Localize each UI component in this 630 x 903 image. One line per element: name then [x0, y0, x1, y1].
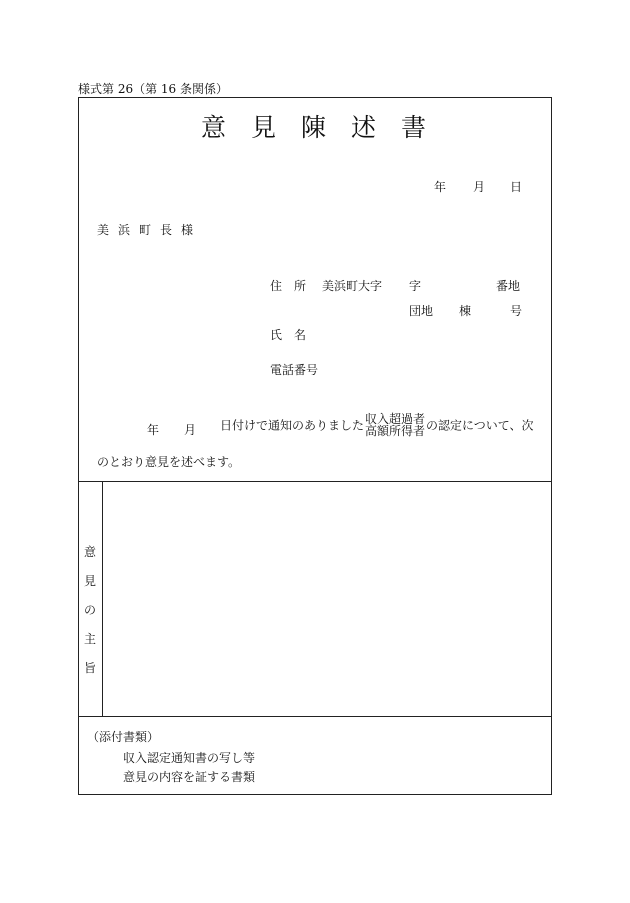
opinion-char: 主 — [83, 632, 96, 646]
opinion-label — [83, 543, 97, 676]
form-title: 意見陳述書 — [201, 113, 452, 142]
date-day: 日 — [510, 180, 523, 194]
aza-label: 字 — [409, 279, 422, 293]
notice-line2: のとおり意見を述べます。 — [97, 455, 241, 469]
date-month: 月 — [473, 180, 486, 194]
form-frame — [78, 97, 552, 795]
opinion-char: 旨 — [83, 661, 96, 675]
income-category-options — [365, 413, 425, 437]
form-number: 様式第 26（第 16 条関係） — [78, 82, 228, 96]
notice-year: 年 — [147, 423, 160, 437]
option-high-income: 高額所得者 — [365, 424, 426, 438]
divider-bottom — [79, 716, 551, 717]
notice-month: 月 — [184, 423, 197, 437]
attachment-item: 収入認定通知書の写し等 — [123, 751, 256, 765]
notice-text-after: の認定について、次 — [426, 418, 534, 433]
danchi-label: 団地 — [409, 304, 434, 318]
opinion-char: 意 — [83, 545, 96, 559]
attachments-heading: （添付書類） — [87, 730, 160, 744]
attachment-item: 意見の内容を証する書類 — [123, 770, 256, 784]
banchi-label: 番地 — [496, 279, 521, 293]
date-year: 年 — [434, 180, 447, 194]
tou-label: 棟 — [459, 304, 472, 318]
opinion-content-area[interactable] — [103, 482, 551, 716]
notice-sentence — [220, 413, 534, 437]
opinion-char: 見 — [83, 574, 96, 588]
option-income-over: 収入超過者 — [365, 412, 426, 426]
addressee: 美浜町長様 — [97, 223, 203, 237]
address-label: 住 所 — [270, 279, 307, 293]
opinion-char: の — [83, 603, 96, 617]
name-label: 氏 名 — [270, 328, 307, 342]
notice-text: 日付けで通知のありました — [220, 418, 365, 433]
phone-label: 電話番号 — [270, 363, 319, 377]
address-town: 美浜町大字 — [322, 279, 383, 293]
gou-label: 号 — [510, 304, 523, 318]
